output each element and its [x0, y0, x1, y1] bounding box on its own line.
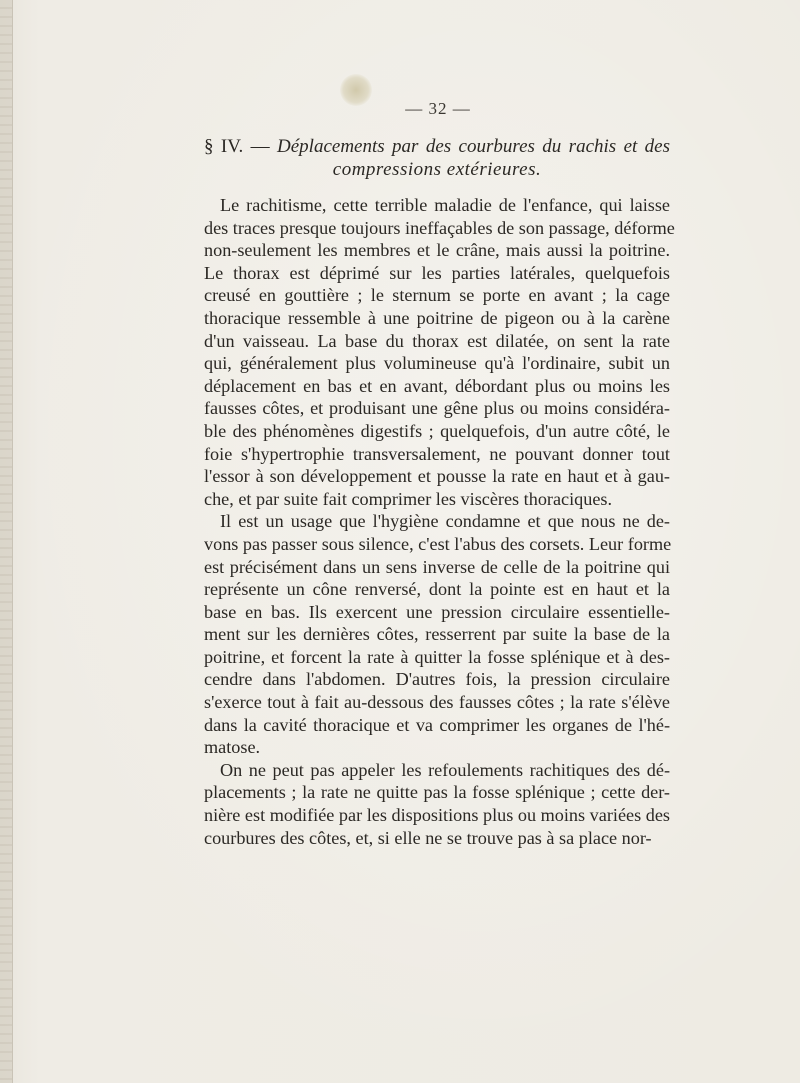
binding-line [12, 0, 13, 1083]
text-line: matose. [204, 737, 261, 758]
text-line: représente un cône renversé, dont la pointe est en haut et la [204, 579, 670, 600]
paragraph [204, 759, 670, 849]
page-number: — 32 — [405, 99, 471, 118]
text-line: Il est un usage que l'hygiène condamne et que nous ne de- [220, 511, 670, 532]
text-line: est précisément dans un sens inverse de celle de la poitrine qui [204, 556, 670, 577]
body-text [204, 194, 675, 849]
text-line: Le thorax est déprimé sur les parties latérales, quelquefois [204, 262, 670, 283]
text-line: cendre dans l'abdomen. D'autres fois, la pression circulaire [204, 669, 670, 690]
text-line: courbures des côtes, et, si elle ne se trouve pas à sa place nor- [204, 827, 652, 848]
paragraph [204, 194, 675, 510]
text-line: d'un vaisseau. La base du thorax est dilatée, on sent la rate [204, 330, 670, 351]
text-line: des traces presque toujours ineffaçables de son passage, déforme [204, 217, 675, 238]
text-line: dans la cavité thoracique et va comprimer les organes de l'hé- [204, 714, 670, 735]
text-line: non-seulement les membres et le crâne, mais aussi la poitrine. [204, 240, 670, 261]
text-line: nière est modifiée par les dispositions plus ou moins variées des [204, 805, 670, 826]
text-line: vons pas passer sous silence, c'est l'abus des corsets. Leur forme [204, 533, 672, 554]
text-line: l'essor à son développement et pousse la rate en haut et à gau- [204, 466, 670, 487]
text-line: base en bas. Ils exercent une pression circulaire essentielle- [204, 601, 670, 622]
text-line: foie s'hypertrophie transversalement, ne pouvant donner tout [204, 443, 670, 464]
text-line: ment sur les dernières côtes, resserrent par suite la base de la [204, 624, 670, 645]
text-line: Le rachitisme, cette terrible maladie de l'enfance, qui laisse [220, 195, 670, 215]
paragraph [204, 510, 670, 759]
heading-title-line-2: compressions extérieures. [332, 159, 542, 180]
text-line: qui, généralement plus volumineuse qu'à l'ordinaire, subit un [204, 353, 670, 374]
text-line: fausses côtes, et produisant une gêne plus ou moins considéra- [204, 398, 670, 419]
heading-line-1 [204, 135, 670, 158]
binding-edge [0, 0, 12, 1083]
text-line: s'exerce tout à fait au-dessous des fausses côtes ; la rate s'élève [204, 692, 670, 713]
text-line: creusé en gouttière ; le sternum se porte en avant ; la cage [204, 285, 670, 306]
text-line: déplacement en bas et en avant, débordant plus ou moins les [204, 375, 670, 396]
section-number: § IV. — [204, 136, 278, 157]
text-line: che, et par suite fait comprimer les viscères thoraciques. [204, 488, 613, 509]
text-line: On ne peut pas appeler les refoulements rachitiques des dé- [220, 759, 670, 780]
text-line: ble des phénomènes digestifs ; quelquefois, d'un autre côté, le [204, 420, 670, 441]
text-line: poitrine, et forcent la rate à quitter la fosse splénique et à des- [204, 646, 670, 667]
heading-title-line-1: Déplacements par des courbures du rachis et des [277, 136, 670, 157]
text-line: placements ; la rate ne quitte pas la fosse splénique ; cette der- [204, 782, 670, 803]
text-line: thoracique ressemble à une poitrine de pigeon ou à la carène [204, 307, 670, 328]
section-heading [204, 135, 670, 181]
